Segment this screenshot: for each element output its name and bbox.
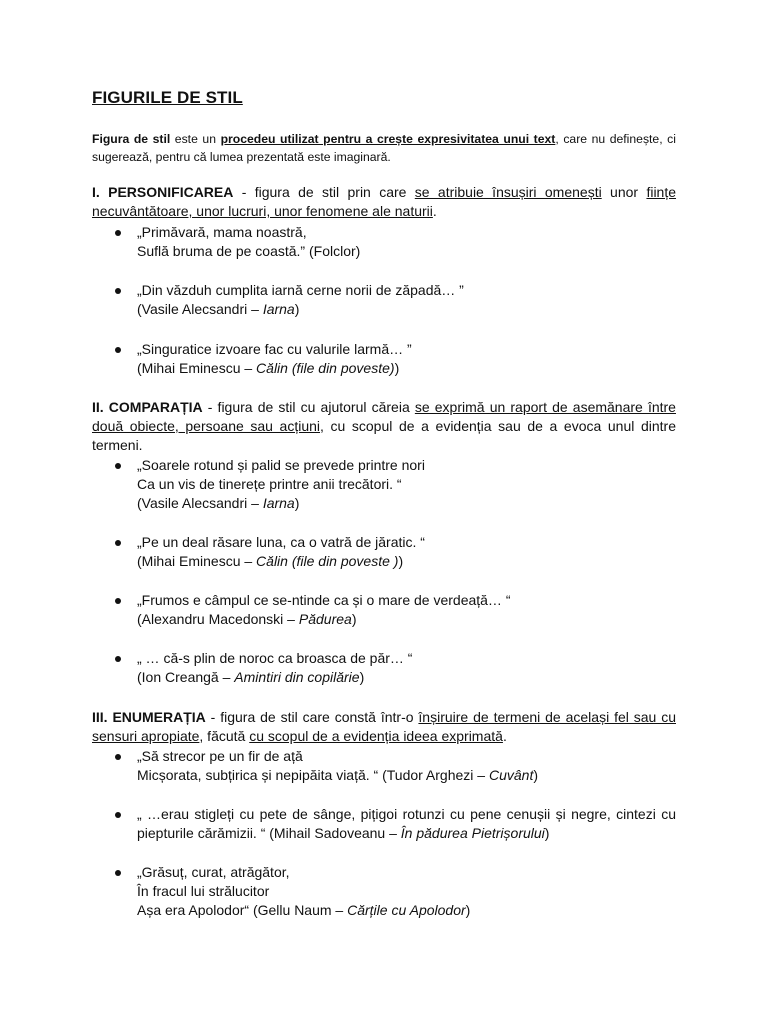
bullet-icon xyxy=(115,230,121,236)
section-comparatia xyxy=(92,398,676,455)
author: (Alexandru Macedonski – xyxy=(137,611,299,627)
author: (Ion Creangă – xyxy=(137,669,235,685)
section-text: - figura de stil care constă într-o xyxy=(205,709,419,725)
author: (Vasile Alecsandri – xyxy=(137,301,263,317)
page-title: FIGURILE DE STIL xyxy=(92,88,243,107)
quote-line: „Singuratice izvoare fac cu valurile larmă… ” xyxy=(137,341,412,357)
section-heading: II. COMPARAȚIA xyxy=(92,399,203,415)
quote-line: „Din văzduh cumplita iarnă cerne norii de zăpadă… ” xyxy=(137,282,464,298)
quote-source xyxy=(137,668,412,687)
section-text: . xyxy=(502,728,507,744)
quote-source xyxy=(137,552,425,571)
bullet-icon xyxy=(115,812,121,818)
intro-text-end: , care nu definește, ci sugerează, pentru că lumea prezentată este imaginară. xyxy=(92,132,676,164)
work-title: Amintiri din copilărie xyxy=(234,669,360,685)
work-title: Iarna xyxy=(262,495,295,511)
quote-source xyxy=(137,300,464,319)
paren: ) xyxy=(544,825,550,841)
author: (Mihai Eminescu – xyxy=(137,553,257,569)
quote-line: „ … că-s plin de noroc ca broasca de păr… “ xyxy=(137,650,413,666)
section-underlined: cu scopul de a evidenția ideea exprimată xyxy=(249,728,503,744)
quote-line: „Frumos e câmpul ce se-ntinde ca și o mare de verdeață… “ xyxy=(137,592,511,608)
section-text: . xyxy=(432,203,437,219)
bullet-icon xyxy=(115,540,121,546)
quote-text: „ …erau stigleți cu pete de sânge, pițigoi rotunzi cu pene cenușii și negre, cintezi cu piepturile cărămizii. “ (Mihail Sadoveanu – xyxy=(137,806,676,841)
list-item xyxy=(137,649,412,687)
quote-source xyxy=(137,901,470,920)
intro-definition: procedeu utilizat pentru a crește expresivitatea unui text xyxy=(220,132,556,146)
quote-source xyxy=(137,610,511,629)
quote-line: „Primăvară, mama noastră, xyxy=(137,224,307,240)
quote-source xyxy=(137,494,425,513)
work-title: Călin (file din poveste) xyxy=(256,360,395,376)
bullet-icon xyxy=(115,656,121,662)
quote-line xyxy=(137,805,676,843)
section-underlined: se exprimă un raport de asemănare între două obiecte, persoane sau acțiuni xyxy=(92,399,676,434)
list-item xyxy=(137,533,425,571)
section-heading: III. ENUMERAȚIA xyxy=(92,709,206,725)
quote-text: Micșorata, subțirica și nepipăita viață. “ (Tudor Arghezi – xyxy=(137,767,489,783)
paren: ) xyxy=(294,495,300,511)
quote-line: „Pe un deal răsare luna, ca o vatră de jăratic. “ xyxy=(137,534,425,550)
work-title: Cuvânt xyxy=(488,767,534,783)
paren: ) xyxy=(533,767,538,783)
list-item xyxy=(137,747,538,785)
list-item xyxy=(137,340,412,378)
bullet-icon xyxy=(115,347,121,353)
quote-source xyxy=(137,766,538,785)
quote-text: Așa era Apolodor“ (Gellu Naum – xyxy=(137,902,348,918)
section-text: , cu scopul de a evidenția sau de a evoca unul dintre termeni. xyxy=(92,418,676,453)
bullet-icon xyxy=(115,288,121,294)
paren: ) xyxy=(359,669,365,685)
bullet-icon xyxy=(115,598,121,604)
section-underlined: se atribuie însușiri omenești xyxy=(414,184,602,200)
section-text: - figura de stil prin care xyxy=(233,184,415,200)
section-underlined: înșiruire de termeni de același fel sau cu sensuri apropiate xyxy=(92,709,676,744)
section-text: , făcută xyxy=(199,728,250,744)
bullet-icon xyxy=(115,754,121,760)
section-personificarea xyxy=(92,183,676,221)
paren: ) xyxy=(351,611,357,627)
intro-paragraph xyxy=(92,130,676,166)
bullet-icon xyxy=(115,463,121,469)
list-item xyxy=(137,223,360,261)
paren: ) xyxy=(394,360,400,376)
work-title: Iarna xyxy=(262,301,295,317)
section-enumeratia xyxy=(92,708,676,746)
quote-line: „Să strecor pe un fir de ață xyxy=(137,748,303,764)
list-item xyxy=(137,863,470,920)
paren: ) xyxy=(294,301,300,317)
section-text: unor xyxy=(601,184,647,200)
work-title: Călin (file din poveste ) xyxy=(256,553,399,569)
quote-line: Ca un vis de tinerețe printre anii trecători. “ xyxy=(137,476,402,492)
author: (Mihai Eminescu – xyxy=(137,360,257,376)
quote-line: Suflă bruma de pe coastă.” (Folclor) xyxy=(137,243,361,259)
bullet-icon xyxy=(115,870,121,876)
section-text: - figura de stil cu ajutorul căreia xyxy=(202,399,415,415)
paren: ) xyxy=(398,553,404,569)
work-title: Cărțile cu Apolodor xyxy=(347,902,466,918)
author: (Vasile Alecsandri – xyxy=(137,495,263,511)
quote-line: „Grăsuț, curat, atrăgător, xyxy=(137,864,290,880)
list-item xyxy=(137,456,425,513)
work-title: Pădurea xyxy=(298,611,352,627)
quote-line: În fracul lui strălucitor xyxy=(137,883,270,899)
work-title: În pădurea Pietrișorului xyxy=(400,825,545,841)
section-heading: I. PERSONIFICAREA xyxy=(92,184,234,200)
quote-line: „Soarele rotund și palid se prevede printre nori xyxy=(137,457,425,473)
list-item xyxy=(137,805,676,843)
list-item xyxy=(137,281,464,319)
quote-source xyxy=(137,359,412,378)
list-item xyxy=(137,591,511,629)
paren: ) xyxy=(465,902,471,918)
intro-term: Figura de stil xyxy=(92,132,171,146)
intro-text: este un xyxy=(170,132,221,146)
section-underlined: ființe necuvântătoare, unor lucruri, unor fenomene ale naturii xyxy=(92,184,677,219)
